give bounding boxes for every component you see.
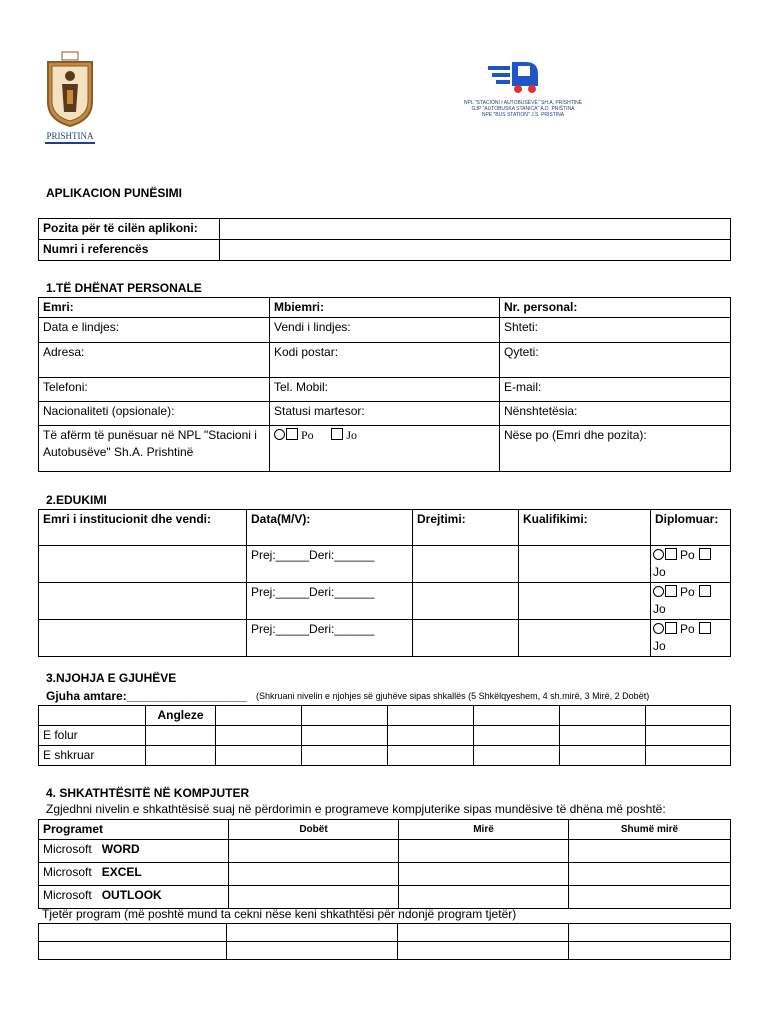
edu-date-input[interactable]: Prej:_____Deri:______ xyxy=(247,546,413,583)
edu-institution-input[interactable] xyxy=(39,620,247,657)
bus-icon xyxy=(486,56,546,96)
prishtina-logo xyxy=(40,50,100,146)
other-cell[interactable] xyxy=(39,942,227,960)
form-title: APLIKACION PUNËSIMI xyxy=(46,186,183,200)
edu-graduated-choice xyxy=(651,583,731,620)
position-label: Pozita për të cilën aplikoni: xyxy=(39,219,220,240)
postal-code-field[interactable]: Kodi postar: xyxy=(270,343,500,378)
name-field[interactable]: Emri: xyxy=(39,298,270,318)
personal-table xyxy=(38,297,731,472)
nationality-field[interactable]: Nacionaliteti (opsionale): xyxy=(39,402,270,426)
edu-date-input[interactable]: Prej:_____Deri:______ xyxy=(247,620,413,657)
radio-icon xyxy=(653,586,664,597)
lang-cell[interactable] xyxy=(146,726,216,746)
edu-graduated-choice xyxy=(651,620,731,657)
lang-cell[interactable] xyxy=(216,726,302,746)
program-outlook xyxy=(39,886,229,909)
other-cell[interactable] xyxy=(227,942,398,960)
graduated-yes-label: Po xyxy=(680,548,695,562)
lang-cell[interactable] xyxy=(646,726,731,746)
edu-institution-input[interactable] xyxy=(39,546,247,583)
yes-label: Po xyxy=(301,428,314,442)
graduated-yes-checkbox[interactable] xyxy=(665,548,677,560)
reference-input[interactable] xyxy=(220,240,731,261)
lang-cell[interactable] xyxy=(388,726,474,746)
program-prefix: Microsoft xyxy=(43,842,92,856)
edu-direction-input[interactable] xyxy=(413,620,519,657)
birth-date-field[interactable]: Data e lindjes: xyxy=(39,318,270,343)
comp-header-good: Mirë xyxy=(399,820,569,840)
personal-number-field[interactable]: Nr. personal: xyxy=(500,298,731,318)
edu-qualification-input[interactable] xyxy=(519,546,651,583)
city-field[interactable]: Qyteti: xyxy=(500,343,731,378)
comp-header-very-good: Shumë mirë xyxy=(569,820,731,840)
phone-field[interactable]: Telefoni: xyxy=(39,378,270,402)
lang-cell[interactable] xyxy=(216,746,302,766)
other-cell[interactable] xyxy=(39,924,227,942)
program-prefix: Microsoft xyxy=(43,865,92,879)
lang-header-cell[interactable] xyxy=(388,706,474,726)
state-field[interactable]: Shteti: xyxy=(500,318,731,343)
program-name: WORD xyxy=(101,842,140,856)
edu-qualification-input[interactable] xyxy=(519,583,651,620)
edu-header-direction: Drejtimi: xyxy=(413,510,519,546)
edu-qualification-input[interactable] xyxy=(519,620,651,657)
edu-direction-input[interactable] xyxy=(413,583,519,620)
bus-station-logo xyxy=(448,56,598,126)
lang-cell[interactable] xyxy=(560,746,646,766)
other-cell[interactable] xyxy=(398,924,569,942)
email-field[interactable]: E-mail: xyxy=(500,378,731,402)
lang-cell[interactable] xyxy=(302,726,388,746)
program-word xyxy=(39,840,229,863)
languages-heading: 3.NJOHJA E GJUHËVE xyxy=(46,671,177,685)
computer-table xyxy=(38,819,731,909)
lang-cell[interactable] xyxy=(646,746,731,766)
graduated-no-label: Jo xyxy=(653,639,666,653)
mobile-field[interactable]: Tel. Mobil: xyxy=(270,378,500,402)
bus-logo-line-2: GJP "AUTOBUSKA STANICA" A.D. PRIŠTINA xyxy=(471,106,575,112)
level-cell[interactable] xyxy=(399,840,569,863)
no-checkbox[interactable] xyxy=(331,428,343,440)
graduated-no-label: Jo xyxy=(653,565,666,579)
edu-header-graduated: Diplomuar: xyxy=(651,510,731,546)
other-cell[interactable] xyxy=(569,942,731,960)
program-excel xyxy=(39,863,229,886)
other-cell[interactable] xyxy=(569,924,731,942)
lang-cell[interactable] xyxy=(560,726,646,746)
bus-logo-line-3: NPE "BUS STATION" J.S. PRISTINA xyxy=(481,112,565,118)
lang-header-empty xyxy=(39,706,146,726)
education-heading: 2.EDUKIMI xyxy=(46,493,107,507)
graduated-no-label: Jo xyxy=(653,602,666,616)
yes-checkbox[interactable] xyxy=(286,428,298,440)
comp-header-weak: Dobët xyxy=(229,820,399,840)
graduated-yes-checkbox[interactable] xyxy=(665,585,677,597)
lang-row-written: E shkruar xyxy=(39,746,146,766)
comp-header-programs: Programet xyxy=(39,820,229,840)
other-program-table xyxy=(38,923,731,960)
lang-cell[interactable] xyxy=(474,746,560,766)
program-name: EXCEL xyxy=(101,865,142,879)
address-field[interactable]: Adresa: xyxy=(39,343,270,378)
relatives-choice xyxy=(270,426,500,472)
graduated-no-checkbox[interactable] xyxy=(699,548,711,560)
edu-header-date: Data(M/V): xyxy=(247,510,413,546)
level-cell[interactable] xyxy=(569,886,731,909)
education-table xyxy=(38,509,731,657)
graduated-yes-label: Po xyxy=(680,622,695,636)
lang-cell[interactable] xyxy=(388,746,474,766)
edu-header-institution: Emri i institucionit dhe vendi: xyxy=(39,510,247,546)
level-cell[interactable] xyxy=(569,863,731,886)
program-prefix: Microsoft xyxy=(43,888,92,902)
graduated-yes-label: Po xyxy=(680,585,695,599)
lang-header-cell[interactable] xyxy=(216,706,302,726)
lang-cell[interactable] xyxy=(474,726,560,746)
level-cell[interactable] xyxy=(399,863,569,886)
lang-header-english: Angleze xyxy=(146,706,216,726)
prishtina-text: PRISHTINA xyxy=(46,131,94,141)
coat-of-arms-icon xyxy=(40,50,100,130)
personal-heading: 1.TË DHËNAT PERSONALE xyxy=(46,281,202,295)
radio-icon xyxy=(653,623,664,634)
computer-intro: Zgjedhni nivelin e shkathtësisë suaj në përdorimin e programeve kompjuterike sipas mundësive të dhëna më poshtë: xyxy=(46,802,666,816)
lang-header-cell[interactable] xyxy=(560,706,646,726)
logo-underline xyxy=(45,142,95,144)
position-input[interactable] xyxy=(220,219,731,240)
level-cell[interactable] xyxy=(399,886,569,909)
position-table xyxy=(38,218,731,261)
if-yes-field[interactable]: Nëse po (Emri dhe pozita): xyxy=(500,426,731,472)
lang-row-spoken: E folur xyxy=(39,726,146,746)
surname-field[interactable]: Mbiemri: xyxy=(270,298,500,318)
no-label: Jo xyxy=(346,428,358,442)
other-cell[interactable] xyxy=(398,942,569,960)
marital-status-field[interactable]: Statusi martesor: xyxy=(270,402,500,426)
edu-graduated-choice xyxy=(651,546,731,583)
radio-icon xyxy=(274,429,285,440)
level-cell[interactable] xyxy=(229,886,399,909)
edu-date-input[interactable]: Prej:_____Deri:______ xyxy=(247,583,413,620)
level-cell[interactable] xyxy=(229,863,399,886)
program-name: OUTLOOK xyxy=(101,888,162,902)
graduated-no-checkbox[interactable] xyxy=(699,622,711,634)
language-scale-note: (Shkruani nivelin e njohjes së gjuhëve sipas shkallës (5 Shkëlqyeshem, 4 sh.mirë, 3 Mirë, 2 Dobët) xyxy=(256,691,650,701)
citizenship-field[interactable]: Nënshtetësia: xyxy=(500,402,731,426)
graduated-no-checkbox[interactable] xyxy=(699,585,711,597)
lang-cell[interactable] xyxy=(302,746,388,766)
birth-place-field[interactable]: Vendi i lindjes: xyxy=(270,318,500,343)
edu-header-qualification: Kualifikimi: xyxy=(519,510,651,546)
lang-cell[interactable] xyxy=(146,746,216,766)
bus-logo-line-1: NPL "STACIONI I AUTOBUSËVE" SH.A. PRISHTINË xyxy=(463,100,583,106)
mother-tongue-field[interactable]: Gjuha amtare:__________________ xyxy=(46,689,247,703)
reference-label: Numri i referencës xyxy=(39,240,220,261)
radio-icon xyxy=(653,549,664,560)
edu-direction-input[interactable] xyxy=(413,546,519,583)
computer-heading: 4. SHKATHTËSITË NË KOMPJUTER xyxy=(46,786,250,800)
graduated-yes-checkbox[interactable] xyxy=(665,622,677,634)
relatives-label: Të afërm të punësuar në NPL "Stacioni i Autobusëve" Sh.A. Prishtinë xyxy=(39,426,270,472)
other-program-note: Tjetër program (më poshtë mund ta cekni nëse keni shkathtësi për ndonjë program tjetër) xyxy=(42,907,517,921)
lang-header-cell[interactable] xyxy=(474,706,560,726)
other-cell[interactable] xyxy=(227,924,398,942)
languages-table xyxy=(38,705,731,766)
edu-institution-input[interactable] xyxy=(39,583,247,620)
lang-header-cell[interactable] xyxy=(302,706,388,726)
lang-header-cell[interactable] xyxy=(646,706,731,726)
level-cell[interactable] xyxy=(569,840,731,863)
level-cell[interactable] xyxy=(229,840,399,863)
